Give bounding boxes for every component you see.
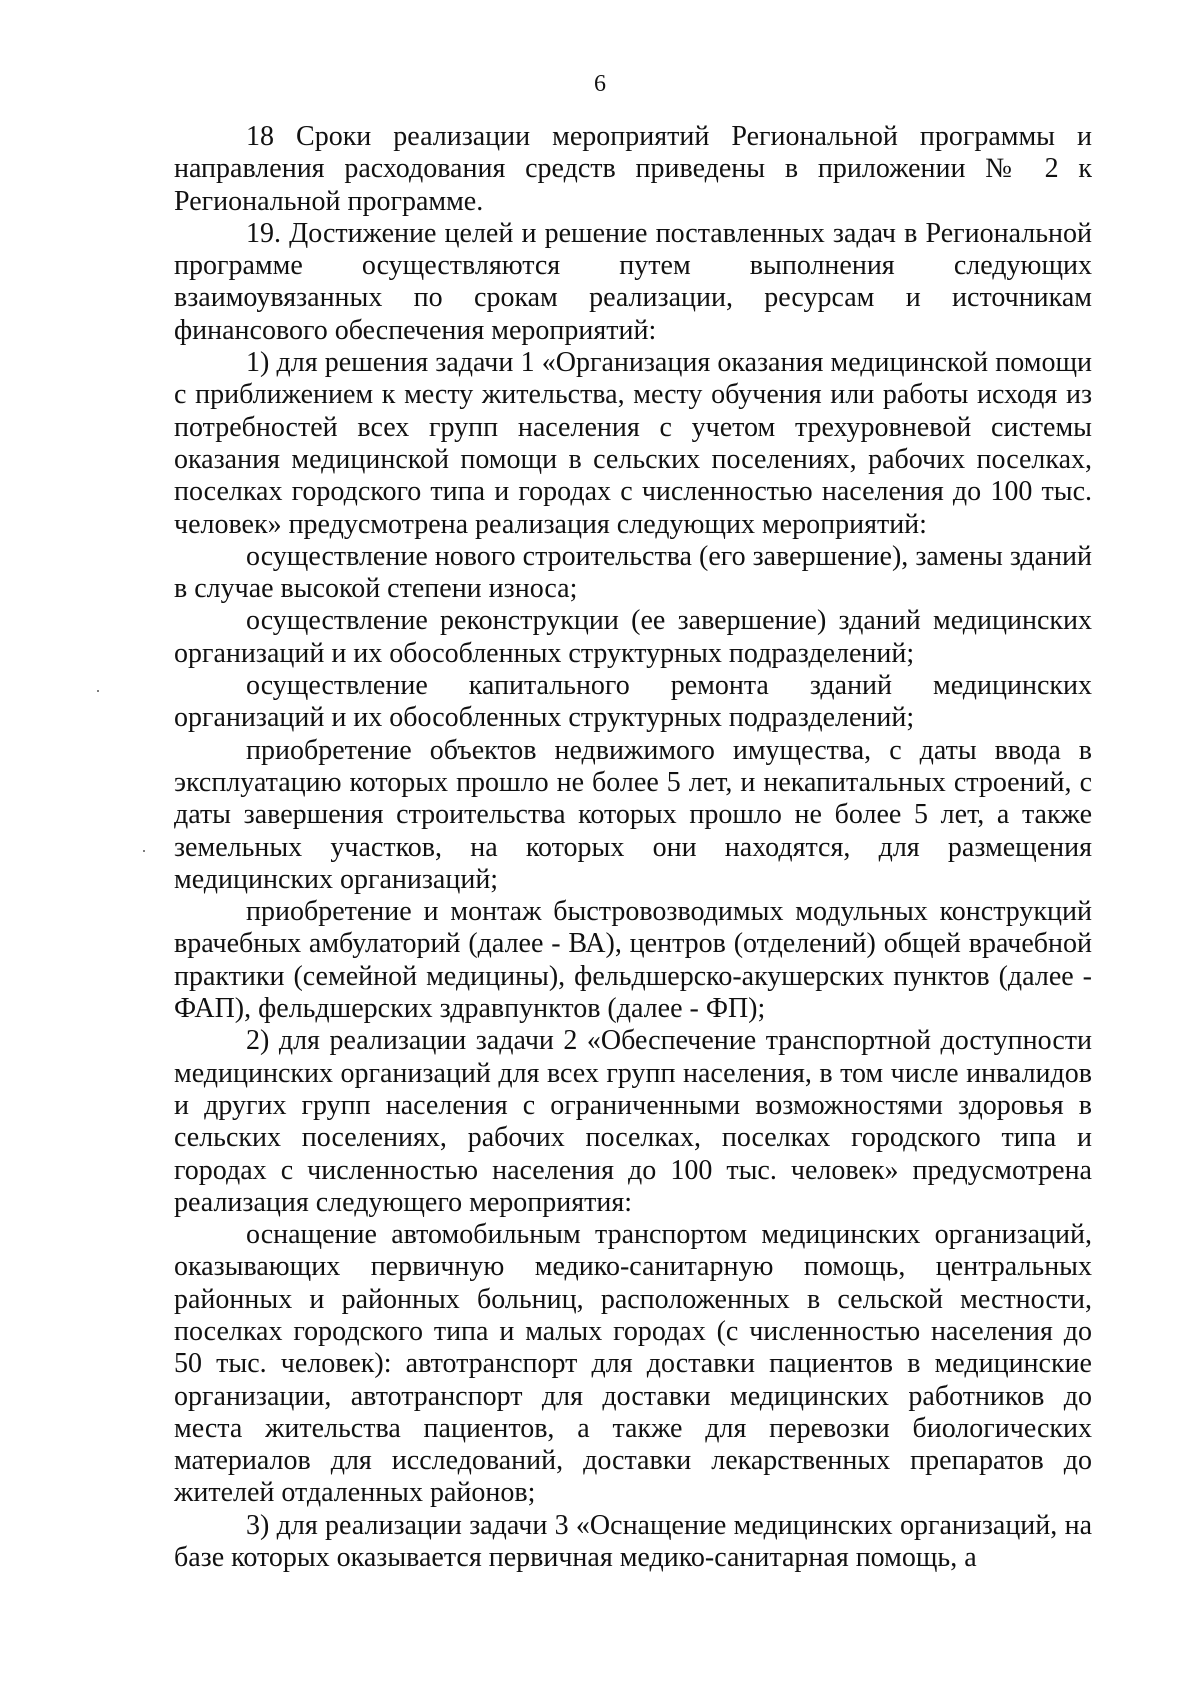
scan-speck	[143, 850, 145, 852]
paragraph-new-construction: осуществление нового строительства (его завершение), замены зданий в случае высокой степени износа;	[174, 540, 1092, 605]
paragraph-19: 19. Достижение целей и решение поставленных задач в Региональной программе осуществляются путем выполнения следующих взаимоувязанных по срокам реализации, ресурсам и источникам финансового обеспечения мероприятий:	[174, 217, 1092, 346]
paragraph-real-estate-acquisition: приобретение объектов недвижимого имущества, с даты ввода в эксплуатацию которых прошло не более 5 лет, и некапитальных строений, с даты завершения строительства которых прошло не более 5 лет, а также земельных участков, на которых они находятся, для размещения медицинских организаций;	[174, 734, 1092, 895]
scan-speck	[97, 690, 99, 692]
paragraph-task-2: 2) для реализации задачи 2 «Обеспечение транспортной доступности медицинских организаций для всех групп населения, в том числе инвалидов и других групп населения с ограниченными возможностями здоровья в сельских поселениях, рабочих поселках, поселках городского типа и городах с численностью населения до 100 тыс. человек» предусмотрена реализация следующего мероприятия:	[174, 1025, 1092, 1218]
paragraph-18: 18 Сроки реализации мероприятий Региональной программы и направления расходования средств приведены в приложении № 2 к Региональной программе.	[174, 121, 1092, 217]
paragraph-modular-constructions: приобретение и монтаж быстровозводимых модульных конструкций врачебных амбулаторий (далее - ВА), центров (отделений) общей врачебной практики (семейной медицины), фельдшерско-акушерских пунктов (далее - ФАП), фельдшерских здравпунктов (далее - ФП);	[174, 896, 1092, 1025]
paragraph-task-1: 1) для решения задачи 1 «Организация оказания медицинской помощи с приближением к месту жительства, месту обучения или работы исходя из потребностей всех групп населения с учетом трехуровневой системы оказания медицинской помощи в сельских поселениях, рабочих поселках, поселках городского типа и городах с численностью населения до 100 тыс. человек» предусмотрена реализация следующих мероприятий:	[174, 347, 1092, 540]
document-body	[174, 121, 1092, 1574]
paragraph-task-3: 3) для реализации задачи 3 «Оснащение медицинских организаций, на базе которых оказывается первичная медико-санитарная помощь, а	[174, 1509, 1092, 1574]
paragraph-capital-repair: осуществление капитального ремонта зданий медицинских организаций и их обособленных структурных подразделений;	[174, 670, 1092, 734]
paragraph-reconstruction: осуществление реконструкции (ее завершение) зданий медицинских организаций и их обособленных структурных подразделений;	[174, 605, 1092, 669]
page-number: 6	[594, 71, 606, 97]
paragraph-vehicle-equipment: оснащение автомобильным транспортом медицинских организаций, оказывающих первичную медико-санитарную помощь, центральных районных и районных больниц, расположенных в сельской местности, поселках городского типа и малых городах (с численностью населения до 50 тыс. человек): автотранспорт для доставки пациентов в медицинские организации, автотранспорт для доставки медицинских работников до места жительства пациентов, а также для перевозки биологических материалов для исследований, доставки лекарственных препаратов до жителей отдаленных районов;	[174, 1219, 1092, 1509]
